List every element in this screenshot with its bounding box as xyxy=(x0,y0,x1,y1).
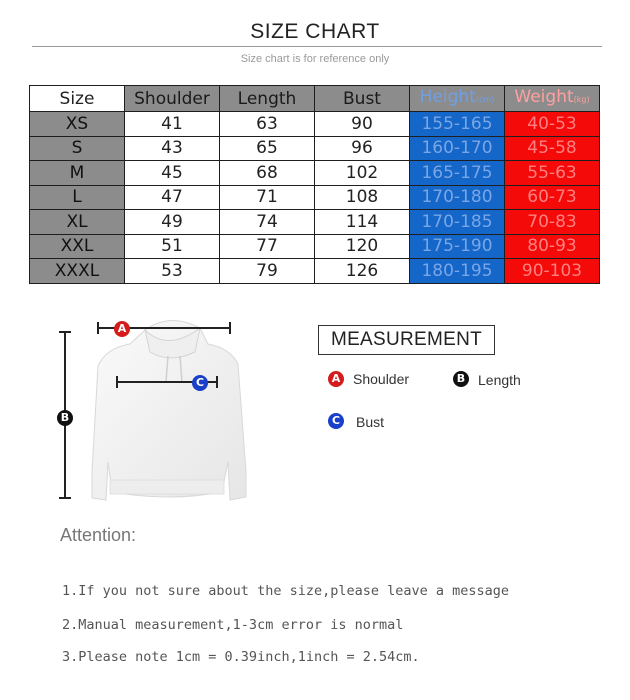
header-length: Length xyxy=(220,86,315,112)
cell-size: XL xyxy=(30,210,125,235)
cell-size: XS xyxy=(30,112,125,137)
cell-length: 63 xyxy=(220,112,315,137)
cell-height: 160-170 xyxy=(410,136,505,161)
legend-length-icon: B xyxy=(453,371,469,387)
cell-weight: 45-58 xyxy=(505,136,600,161)
hoodie-illustration xyxy=(50,312,255,512)
cell-length: 65 xyxy=(220,136,315,161)
table-row xyxy=(30,210,600,235)
header-height-unit: (cm) xyxy=(475,95,495,104)
legend-shoulder-label: Shoulder xyxy=(353,371,410,387)
header-weight-unit: (kg) xyxy=(573,95,590,104)
header-bust: Bust xyxy=(315,86,410,112)
header-size: Size xyxy=(30,86,125,112)
header-shoulder: Shoulder xyxy=(125,86,220,112)
attention-note-3: 3.Please note 1cm = 0.39inch,1inch = 2.54cm. xyxy=(62,649,420,665)
table-row xyxy=(30,161,600,186)
cell-bust: 102 xyxy=(315,161,410,186)
cell-height: 175-190 xyxy=(410,234,505,259)
cell-weight: 90-103 xyxy=(505,259,600,284)
cell-length: 74 xyxy=(220,210,315,235)
cell-size: L xyxy=(30,185,125,210)
cell-shoulder: 47 xyxy=(125,185,220,210)
cell-size: M xyxy=(30,161,125,186)
shoulder-marker-icon: A xyxy=(114,321,130,337)
header-weight xyxy=(505,86,600,112)
cell-size: S xyxy=(30,136,125,161)
size-table xyxy=(29,85,600,284)
cell-shoulder: 41 xyxy=(125,112,220,137)
table-row xyxy=(30,136,600,161)
header-height xyxy=(410,86,505,112)
cell-weight: 80-93 xyxy=(505,234,600,259)
table-row xyxy=(30,185,600,210)
cell-bust: 120 xyxy=(315,234,410,259)
cell-height: 165-175 xyxy=(410,161,505,186)
cell-shoulder: 45 xyxy=(125,161,220,186)
table-row xyxy=(30,259,600,284)
attention-heading: Attention: xyxy=(60,525,137,545)
table-header-row xyxy=(30,86,600,112)
size-chart-title: SIZE CHART xyxy=(250,20,380,43)
cell-height: 155-165 xyxy=(410,112,505,137)
cell-bust: 114 xyxy=(315,210,410,235)
cell-length: 79 xyxy=(220,259,315,284)
cell-bust: 126 xyxy=(315,259,410,284)
cell-bust: 108 xyxy=(315,185,410,210)
cell-weight: 55-63 xyxy=(505,161,600,186)
cell-size: XXL xyxy=(30,234,125,259)
header-height-label: Height xyxy=(419,87,476,107)
table-row xyxy=(30,234,600,259)
cell-height: 170-185 xyxy=(410,210,505,235)
cell-length: 77 xyxy=(220,234,315,259)
cell-length: 68 xyxy=(220,161,315,186)
cell-height: 180-195 xyxy=(410,259,505,284)
table-row xyxy=(30,112,600,137)
measurement-heading: MEASUREMENT xyxy=(318,325,495,355)
cell-shoulder: 43 xyxy=(125,136,220,161)
bust-marker-icon: C xyxy=(192,375,208,391)
title-divider xyxy=(32,46,602,47)
legend-bust-label: Bust xyxy=(356,414,385,430)
cell-size: XXXL xyxy=(30,259,125,284)
cell-bust: 90 xyxy=(315,112,410,137)
attention-note-2: 2.Manual measurement,1-3cm error is normal xyxy=(62,617,404,633)
header-weight-label: Weight xyxy=(514,87,574,107)
cell-bust: 96 xyxy=(315,136,410,161)
legend-bust-icon: C xyxy=(328,413,344,429)
cell-weight: 40-53 xyxy=(505,112,600,137)
cell-height: 170-180 xyxy=(410,185,505,210)
length-marker-icon: B xyxy=(57,410,73,426)
legend-shoulder-icon: A xyxy=(328,371,344,387)
legend-length-label: Length xyxy=(478,372,521,388)
cell-shoulder: 53 xyxy=(125,259,220,284)
cell-length: 71 xyxy=(220,185,315,210)
size-chart-subtitle: Size chart is for reference only xyxy=(240,53,390,65)
cell-shoulder: 49 xyxy=(125,210,220,235)
cell-weight: 60-73 xyxy=(505,185,600,210)
attention-note-1: 1.If you not sure about the size,please leave a message xyxy=(62,583,510,599)
cell-weight: 70-83 xyxy=(505,210,600,235)
cell-shoulder: 51 xyxy=(125,234,220,259)
